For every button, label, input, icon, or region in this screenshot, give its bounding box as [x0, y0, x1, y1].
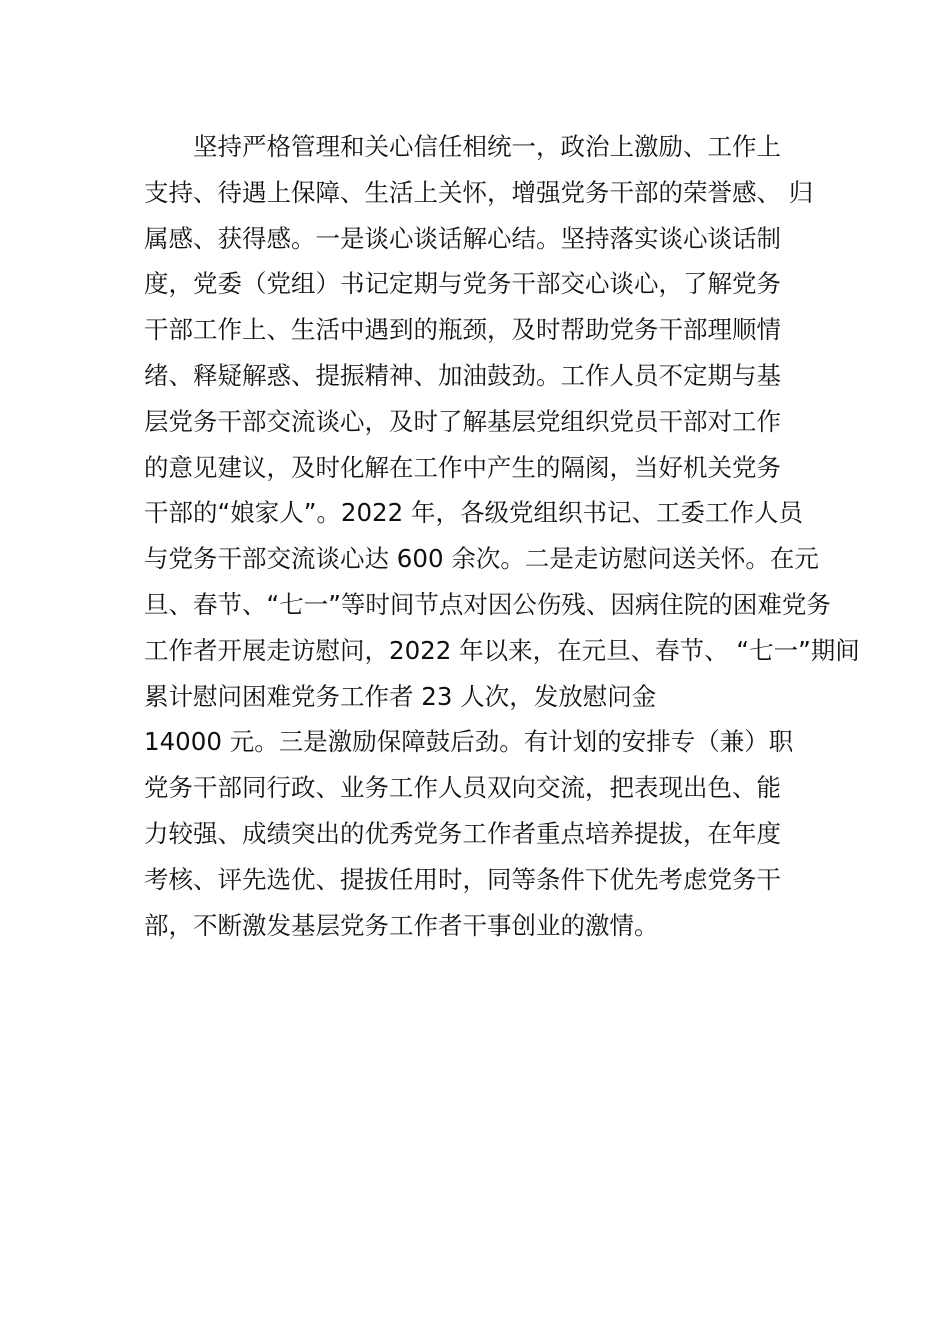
paragraph-line: 干部工作上、生活中遇到的瓶颈，及时帮助党务干部理顺情	[144, 315, 781, 345]
paragraph-line: 党务干部同行政、业务工作人员双向交流，把表现出色、能	[144, 773, 781, 803]
paragraph-line: 与党务干部交流谈心达 600 余次。二是走访慰问送关怀。在元	[144, 544, 819, 574]
paragraph-line: 累计慰问困难党务工作者 23 人次，发放慰问金	[144, 681, 657, 711]
paragraph-line: 14000 元。三是激励保障鼓后劲。有计划的安排专（兼）职	[144, 727, 794, 757]
paragraph-line: 工作者开展走访慰问，2022 年以来，在元旦、春节、 “七一”期间	[144, 635, 860, 665]
paragraph-line: 坚持严格管理和关心信任相统一，政治上激励、工作上	[193, 132, 781, 161]
paragraph-line: 部，不断激发基层党务工作者干事创业的激情。	[144, 910, 659, 940]
paragraph-line: 属感、获得感。一是谈心谈话解心结。坚持落实谈心谈话制	[144, 223, 781, 253]
paragraph-line: 度，党委（党组）书记定期与党务干部交心谈心，了解党务	[144, 269, 781, 299]
paragraph-line: 旦、春节、“七一”等时间节点对因公伤残、因病住院的困难党务	[144, 589, 831, 619]
paragraph-line: 的意见建议，及时化解在工作中产生的隔阂，当好机关党务	[144, 452, 781, 482]
paragraph-line: 考核、评先选优、提拔任用时，同等条件下优先考虑党务干	[144, 864, 781, 894]
paragraph-line: 力较强、成绩突出的优秀党务工作者重点培养提拔，在年度	[144, 818, 781, 848]
paragraph-line: 层党务干部交流谈心，及时了解基层党组织党员干部对工作	[144, 406, 781, 436]
paragraph-line: 绪、释疑解惑、提振精神、加油鼓劲。工作人员不定期与基	[144, 360, 781, 390]
paragraph-line: 干部的“娘家人”。2022 年，各级党组织书记、工委工作人员	[144, 498, 804, 528]
body-paragraph	[144, 124, 860, 948]
paragraph-line: 支持、待遇上保障、生活上关怀，增强党务干部的荣誉感、 归	[144, 177, 814, 207]
